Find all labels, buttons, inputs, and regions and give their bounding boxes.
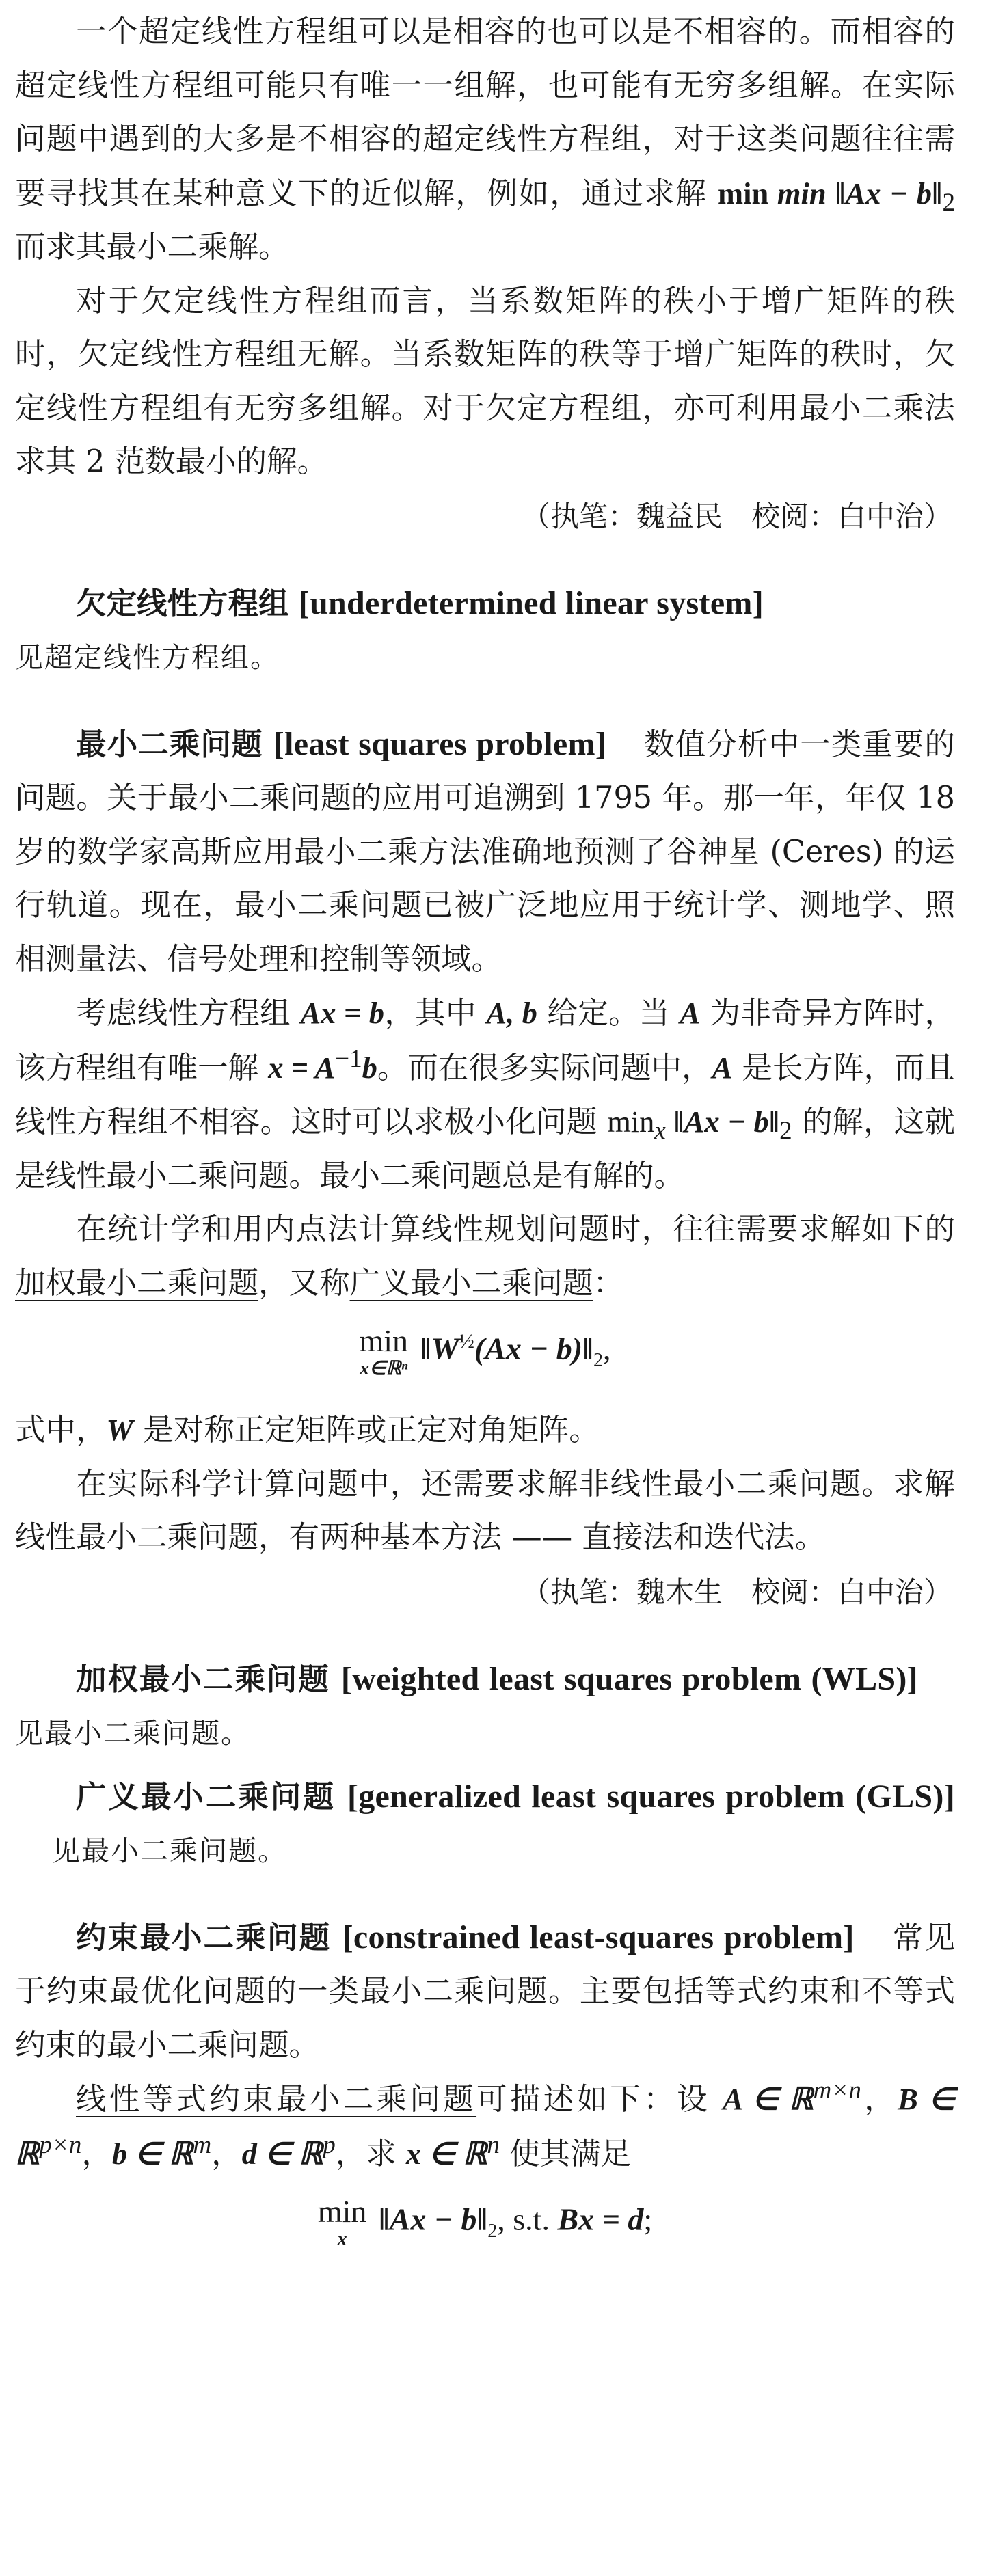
link-weighted-least-squares[interactable]: 加权最小二乘问题	[15, 1265, 259, 1301]
paragraph-lsq-methods: 在实际科学计算问题中，还需要求解非线性最小二乘问题。求解线性最小二乘问题，有两种基本方法 —— 直接法和迭代法。	[15, 1466, 955, 1555]
cross-reference: 见最小二乘问题。	[15, 1717, 250, 1750]
headword: 广义最小二乘问题	[76, 1779, 336, 1815]
entry-constrained-least-squares	[15, 1911, 955, 2275]
cross-reference: 见超定线性方程组。	[15, 641, 280, 674]
math-min-norm: min min ‖Ax − b‖	[718, 176, 943, 211]
display-equation-weighted: min x∈ℝⁿ $‖W^{\frac{1}{2}}(Ax$ − $b)‖_2$,	[359, 1323, 611, 1379]
english-term: [underdetermined linear system]	[298, 584, 764, 621]
entry-generalized-least-squares	[15, 1770, 955, 1878]
link-generalized-least-squares[interactable]: 广义最小二乘问题	[349, 1265, 593, 1301]
english-term: [least squares problem]	[273, 725, 607, 762]
english-term: [constrained least-squares problem]	[342, 1919, 855, 1955]
link-linear-equality-constrained[interactable]: 线性等式约束最小二乘问题	[76, 2082, 477, 2117]
headword: 欠定线性方程组	[76, 586, 289, 621]
entry-weighted-least-squares	[15, 1653, 955, 1761]
english-term: [generalized least squares problem (GLS)]	[347, 1778, 955, 1815]
paragraph-lsq-definition: 最小二乘问题 [least squares problem] 数值分析中一类重要的问题。关于最小二乘问题的应用可追溯到 1795 年。那一年，年仅 18 岁的数学家高斯应用最小二乘方法准确地预测了谷神星 (Ceres) 的运行轨道。现在，最小二乘问题已被广泛地应用于统计学、测地学、照相测量法、信号处理和控制等领域。	[15, 725, 955, 977]
headword: 最小二乘问题	[76, 727, 263, 762]
display-equation-constrained: min x ‖Ax − $b‖_2$, s.t. Bx = d;	[317, 2194, 653, 2250]
paragraph-lsq-w-definition: 式中，W 是对称正定矩阵或正定对角矩阵。	[15, 1413, 600, 1448]
headword: 约束最小二乘问题	[76, 1920, 332, 1955]
signature-line: （执笔：魏木生 校阅：白中治）	[521, 1575, 952, 1609]
paragraph-equality-constrained: 线性等式约束最小二乘问题可描述如下：设 A ∈ ℝ$^{m\times n}$，B ∈ ℝ$^{p\times n}$，b ∈ ℝ$^m$，d ∈ ℝ$^p$，求 x ∈ ℝ$^n$ 使其满足	[15, 2076, 955, 2171]
paragraph-constrained-definition: 约束最小二乘问题 [constrained least-squares problem] 常见于约束最优化问题的一类最小二乘问题。主要包括等式约束和不等式约束的最小二乘问题。	[15, 1919, 955, 2063]
paragraph-overdetermined-solutions: 一个超定线性方程组可以是相容的也可以是不相容的。而相容的超定线性方程组可能只有唯一一组解，也可能有无穷多组解。在实际问题中遇到的大多是不相容的超定线性方程组，对于这类问题往往需要寻找其在某种意义下的近似解，例如，通过求解 min min ‖Ax − $b‖_2$ 而求其最小二乘解。	[15, 14, 955, 265]
headword: 加权最小二乘问题	[76, 1662, 330, 1697]
paragraph-lsq-weighted: 在统计学和用内点法计算线性规划问题时，往往需要求解如下的加权最小二乘问题，又称广义最小二乘问题：	[15, 1212, 955, 1301]
english-term: [weighted least squares problem (WLS)]	[340, 1660, 918, 1697]
entry-least-squares-problem	[15, 718, 955, 1620]
paragraph-lsq-linear-system: 考虑线性方程组 Ax = b，其中 A, b 给定。当 A 为非奇异方阵时，该方程组有唯一解 $x = A^{-1}b$。而在很多实际问题中，A 是长方阵，而且线性方程组不相容。这时可以求极小化问题 $\min_x$ ‖Ax − $b‖_2$ 的解，这就是线性最小二乘问题。最小二乘问题总是有解的。	[15, 996, 955, 1193]
paragraph-underdetermined-note: 对于欠定线性方程组而言，当系数矩阵的秩小于增广矩阵的秩时，欠定线性方程组无解。当系数矩阵的秩等于增广矩阵的秩时，欠定线性方程组有无穷多组解。对于欠定方程组，亦可利用最小二乘法求其 2 范数最小的解。	[15, 283, 955, 479]
signature-line: （执笔：魏益民 校阅：白中治）	[521, 499, 952, 533]
entry-underdetermined-linear-system	[15, 577, 955, 685]
cross-reference: 见最小二乘问题。	[52, 1834, 287, 1867]
